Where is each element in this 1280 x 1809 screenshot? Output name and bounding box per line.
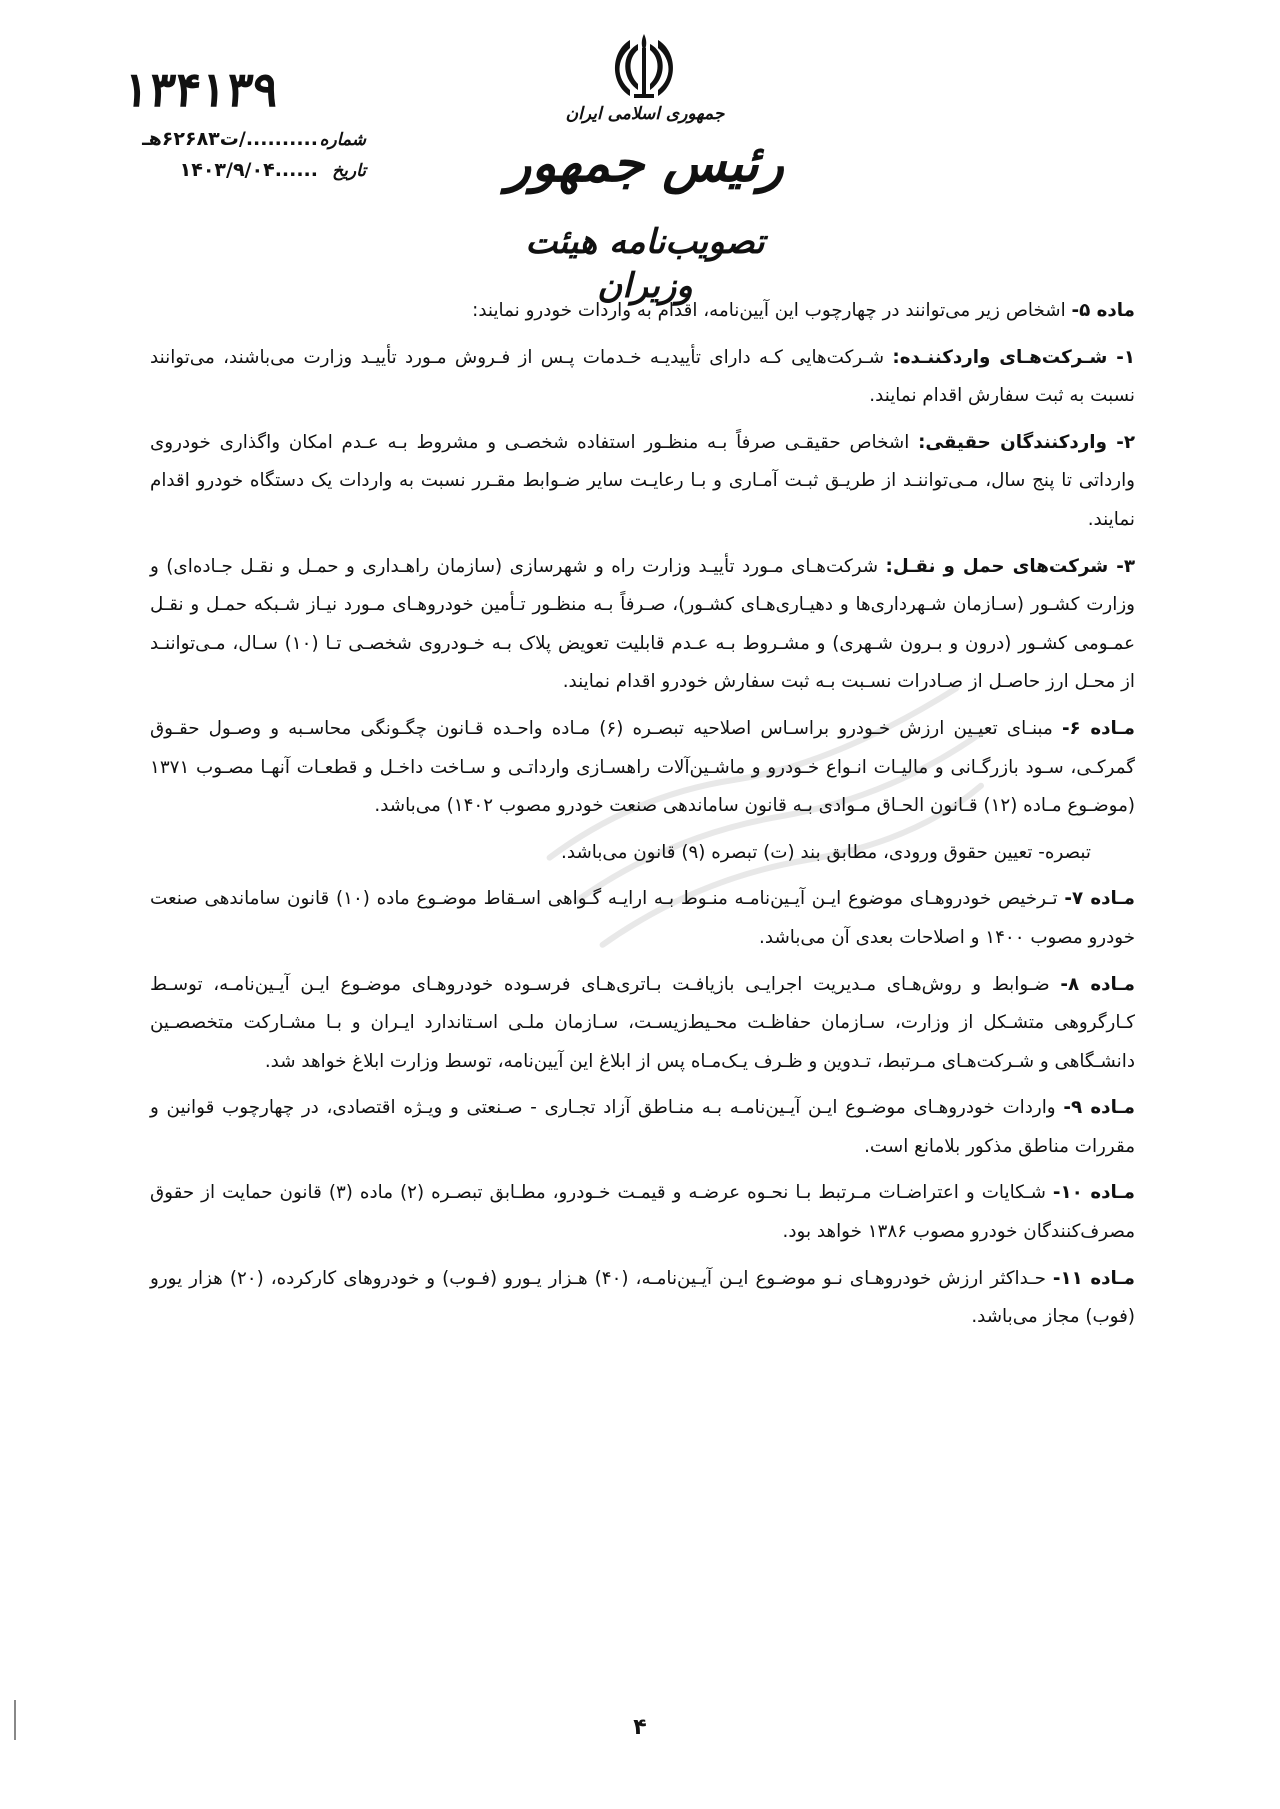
registration-code: ۱۳۴۱۳۹ — [120, 62, 282, 118]
article-text: حـداکثر ارزش خودروهـای نـو موضـوع ایـن آیـین‌نامـه، (۴۰) هـزار یـورو (فـوب) و خودروهای کارکرده، (۲۰) هزار یورو (فوب) مجاز می‌باشد. — [150, 1267, 1135, 1328]
article-heading: مـاده ۶- — [1061, 717, 1135, 739]
article-heading: مـاده ۱۱- — [1052, 1267, 1135, 1289]
page-number: ۴ — [633, 1715, 647, 1740]
iran-emblem-icon — [608, 30, 680, 110]
article-heading: مـاده ۱۰- — [1052, 1182, 1135, 1204]
article-text: اشخاص زیر می‌توانند در چهارچوب این آیین‌نامه، اقدام به واردات خودرو نمایند: — [472, 300, 1072, 321]
note-text: تبصره- تعیین حقوق ورودی، مطابق بند (ت) تبصره (۹) قانون می‌باشد. — [561, 841, 1091, 863]
date-value: ......۱۴۰۳/۹/۰۴ — [179, 159, 318, 181]
document-body — [150, 292, 1135, 1345]
article-6-note — [150, 834, 1135, 873]
article-7 — [150, 880, 1135, 957]
date-line — [36, 155, 366, 186]
article-6 — [150, 710, 1135, 826]
clause-heading: ۲- واردکنندگان حقیقی: — [918, 431, 1136, 453]
article-11 — [150, 1260, 1135, 1337]
clause-1 — [150, 339, 1135, 416]
clause-3 — [150, 548, 1135, 702]
clause-heading: ۱- شـرکت‌هـای واردکننـده: — [892, 346, 1135, 368]
clause-text: شـرکت‌هایی کـه دارای تأییدیـه خـدمات پـس از فـروش مـورد تأییـد وزارت می‌باشند، می‌توانند نسبت به ثبت سفارش اقدام نمایند. — [150, 346, 1135, 407]
document-title: تصویب‌نامه هیئت وزیران — [525, 222, 765, 306]
clause-heading: ۳- شرکت‌های حمل و نقـل: — [885, 555, 1135, 577]
scan-edge-mark — [14, 1700, 16, 1740]
article-text: مبنـای تعیـین ارزش خـودرو براسـاس اصلاحیه تبصـره (۶) مـاده واحـده قـانون چگـونگی محاسـبه و وصـول حقـوق گمرکـی، سـود بازرگـانی و مالیـات انـواع خـودرو و ماشـین‌آلات راهسـازی وارداتـی و سـاخت داخـل و قطعـات آنهـا مصـوب ۱۳۷۱ (موضـوع مـاده (۱۲) قـانون الحـاق مـوادی بـه قانون ساماندهی صنعت خودرو مصوب ۱۴۰۲) می‌باشد. — [150, 717, 1135, 817]
clause-2 — [150, 424, 1135, 540]
country-name: جمهوری اسلامی ایران — [565, 104, 725, 124]
number-line — [36, 124, 366, 155]
article-9 — [150, 1089, 1135, 1166]
clause-text: شرکت‌هـای مـورد تأییـد وزارت راه و شهرسازی (سازمان راهـداری و حمـل و نقـل جـاده‌ای) و وزارت کشـور (سـازمان شـهرداری‌ها و دهیـاری‌هـای کشـور)، صـرفاً بـه منظـور تـأمین خودروهـای مـورد نیـاز شـبکه حمـل و نقـل عمـومی کشـور (درون و بـرون شـهری) و مشـروط بـه عـدم قابلیت تعویض پلاک بـه خـودروی شخصـی تـا (۱۰) سـال، مـی‌تواننـد از محـل ارز حاصـل از صـادرات نسـبت بـه ثبت سفارش خودرو اقدام نمایند. — [150, 555, 1136, 693]
article-text: واردات خودروهـای موضـوع ایـن آیـین‌نامـه بـه منـاطق آزاد تجـاری - صـنعتی و ویـژه اقتصادی، در چهارچوب قوانین و مقررات مناطق مذکور بلامانع است. — [150, 1097, 1135, 1157]
article-text: تـرخیص خودروهـای موضوع ایـن آیـین‌نامـه منـوط بـه ارایـه گـواهی اسـقاط موضـوع ماده (۱۰) قانون ساماندهی صنعت خودرو مصوب ۱۴۰۰ و اصلاحات بعدی آن می‌باشد. — [150, 888, 1135, 948]
article-10 — [150, 1174, 1135, 1251]
date-label: تاریخ — [332, 161, 366, 181]
article-5 — [150, 292, 1135, 331]
office-title: رئیس جمهور — [506, 133, 784, 194]
clause-text: اشخاص حقیقـی صرفاً بـه منظـور استفاده شخصـی و مشروط بـه عـدم امکان واگذاری خودروی وارداتی تا پنج سال، مـی‌تواننـد از طریـق ثبـت آمـاری و بـا رعایـت سایر ضـوابط مقـرر نسبت به واردات یک دستگاه خودرو اقدام نمایند. — [150, 431, 1135, 530]
article-heading: مـاده ۷- — [1064, 888, 1135, 910]
article-heading: ماده ۵- — [1071, 300, 1135, 321]
registration-block — [36, 62, 366, 186]
article-text: ضـوابط و روش‌هـای مـدیریت اجرایـی بازیافـت بـاتری‌هـای فرسـوده خودروهـای موضـوع ایـن آیـین‌نامـه، توسـط کـارگروهی متشـکل از وزارت، سـازمان حفاظـت محـیط‌زیسـت، سـازمان ملـی اسـتاندارد ایـران و بـا مشـارکت متخصصـین دانشـگاهی و شـرکت‌هـای مـرتبط، تـدوین و ظـرف یـک‌مـاه پس از ابلاغ این آیین‌نامه، توسط وزارت ابلاغ خواهد شد. — [150, 973, 1135, 1072]
article-heading: مـاده ۹- — [1063, 1097, 1135, 1119]
number-value: ........../ت۶۲۶۸۳هـ — [142, 128, 318, 150]
article-8 — [150, 966, 1135, 1082]
article-heading: مـاده ۸- — [1060, 973, 1135, 995]
number-label: شماره — [319, 130, 366, 150]
article-text: شـکایات و اعتراضـات مـرتبط بـا نحـوه عرضـه و قیمـت خـودرو، مطـابق تبصـره (۲) ماده (۳) قانون حمایت از حقوق مصرف‌کنندگان خودرو مصوب ۱۳۸۶ خواهد بود. — [150, 1182, 1135, 1243]
